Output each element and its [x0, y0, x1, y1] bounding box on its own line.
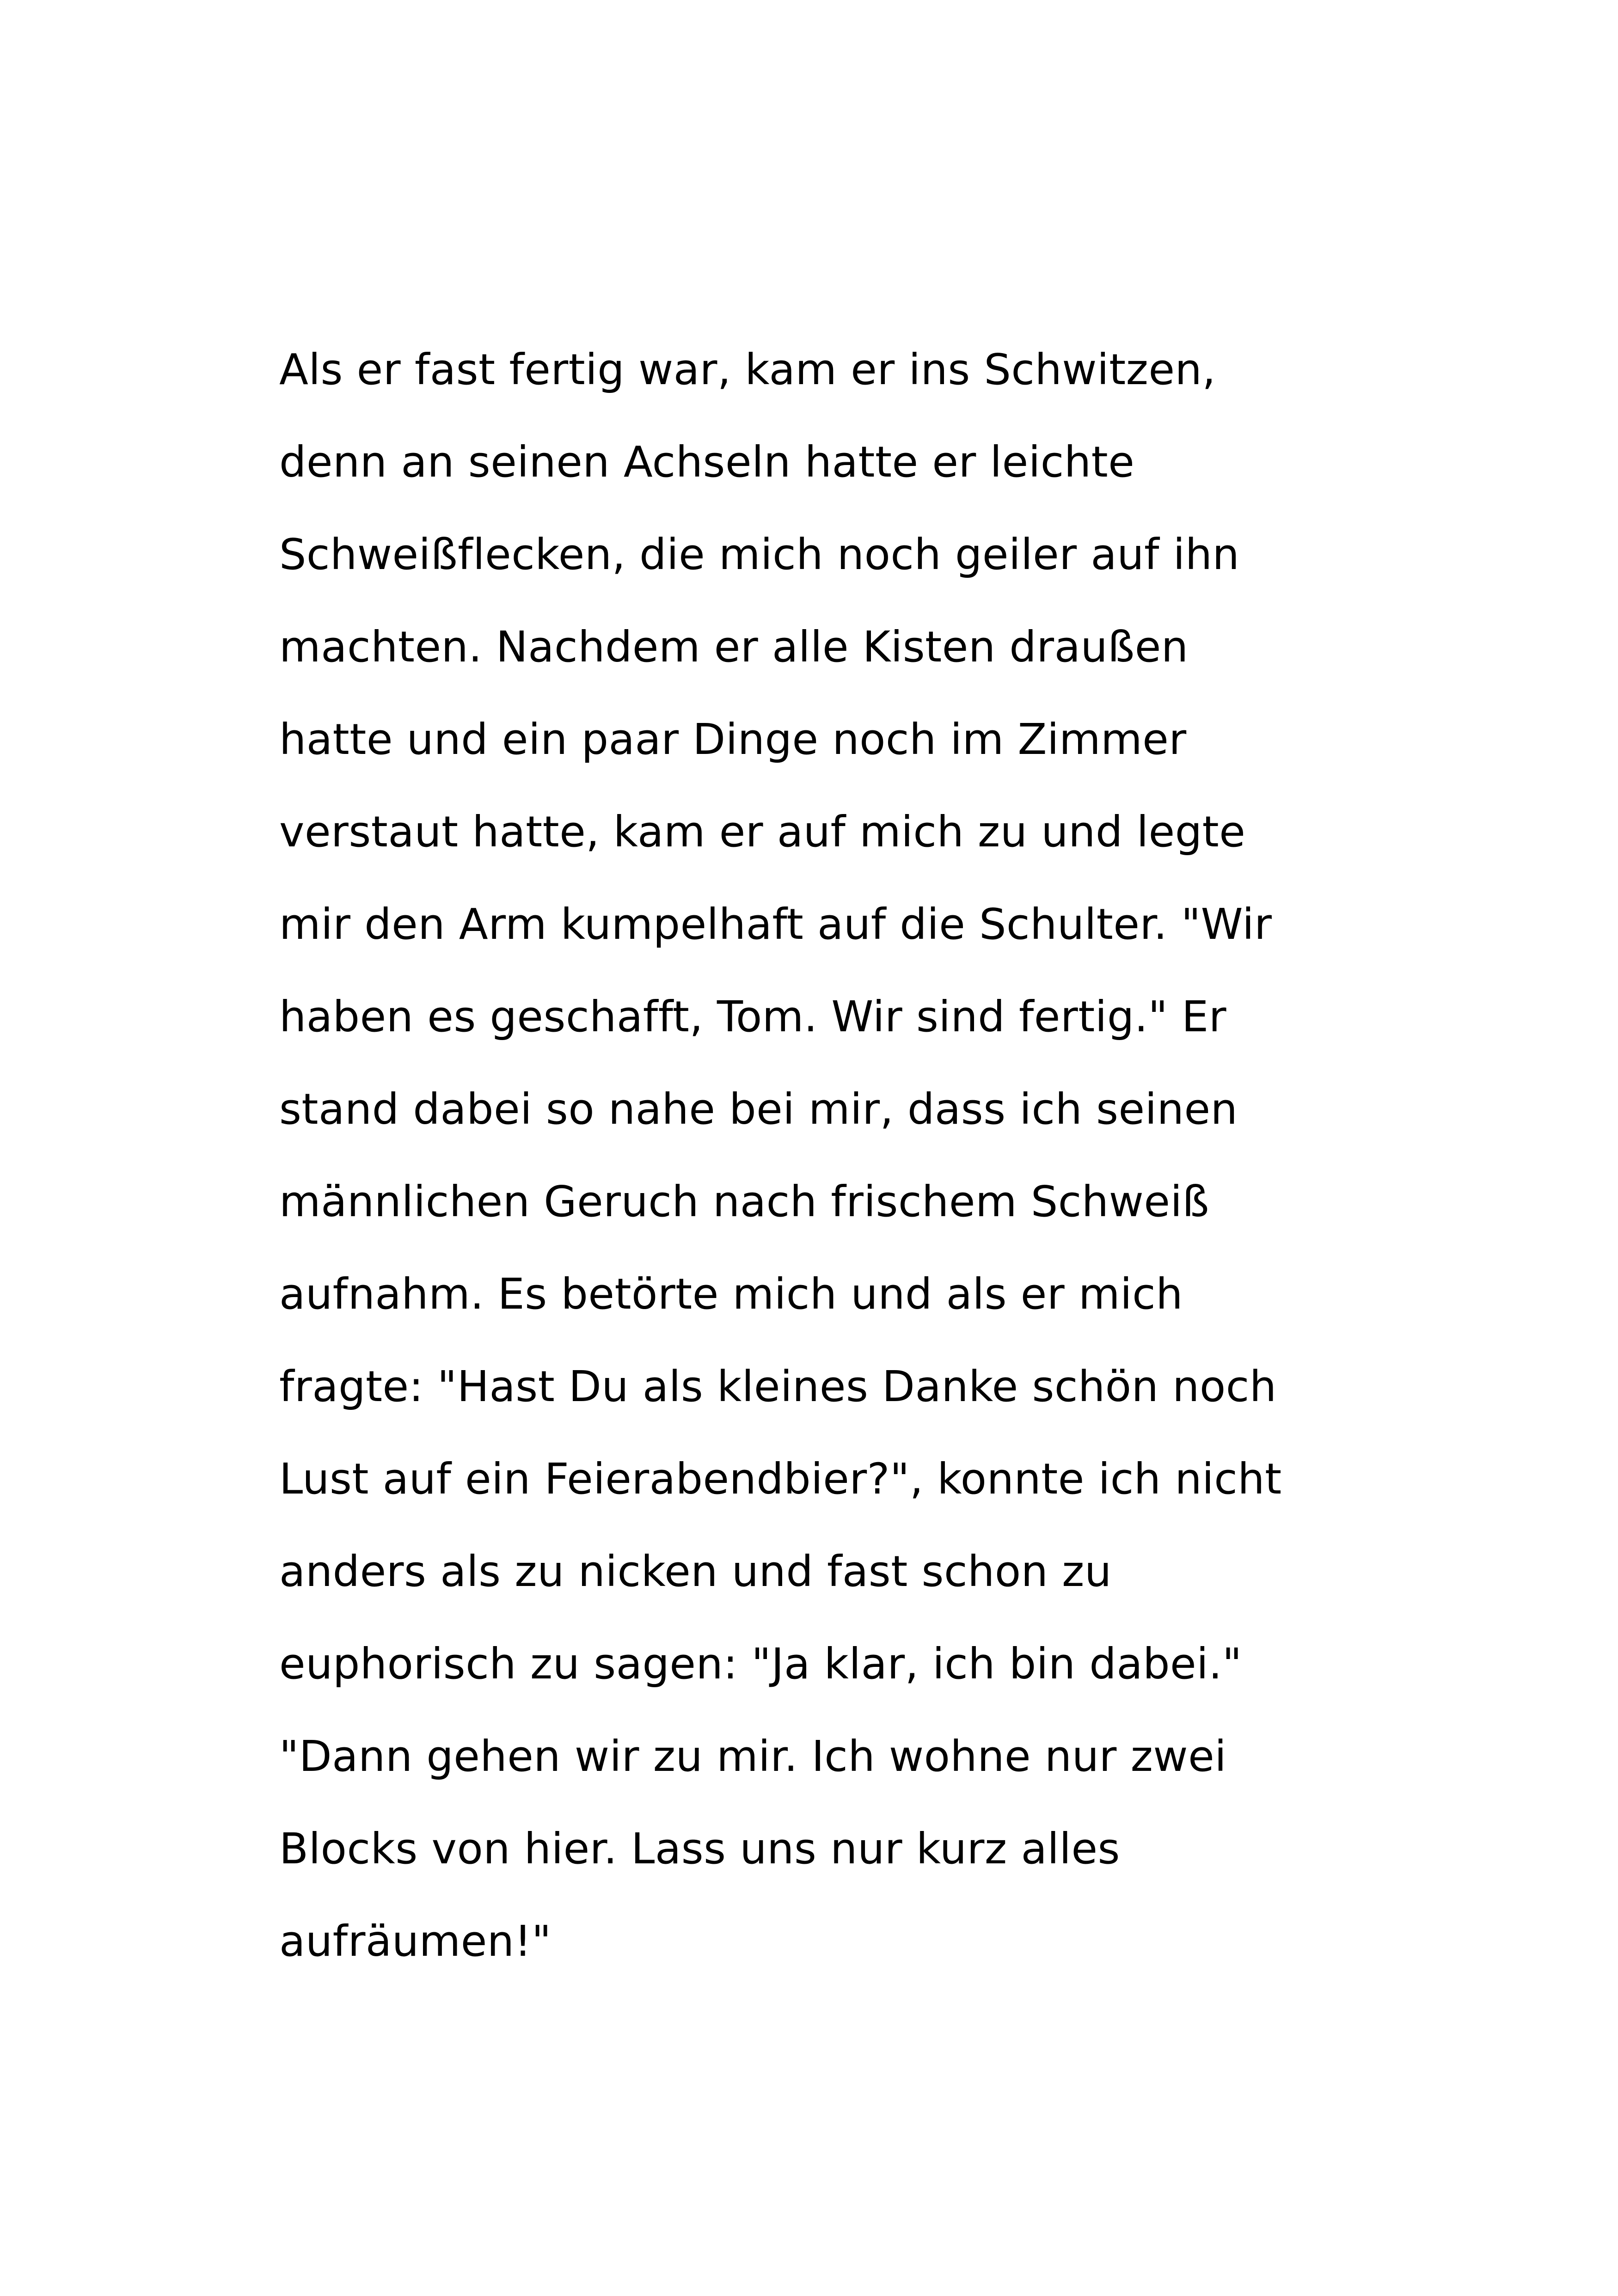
text-line: Schweißflecken, die mich noch geiler auf ihn [279, 530, 1240, 579]
text-line: Blocks von hier. Lass uns nur kurz alles [279, 1824, 1120, 1874]
text-line: Als er fast fertig war, kam er ins Schwitzen, [279, 345, 1216, 394]
text-line: haben es geschafft, Tom. Wir sind fertig." Er [279, 992, 1227, 1041]
text-line: machten. Nachdem er alle Kisten draußen [279, 622, 1189, 672]
text-line: verstaut hatte, kam er auf mich zu und legte [279, 807, 1246, 857]
text-line: hatte und ein paar Dinge noch im Zimmer [279, 715, 1187, 764]
text-line: euphorisch zu sagen: "Ja klar, ich bin dabei." [279, 1639, 1242, 1689]
text-line: anders als zu nicken und fast schon zu [279, 1547, 1112, 1596]
text-line: denn an seinen Achseln hatte er leichte [279, 437, 1135, 487]
text-line: aufräumen!" [279, 1916, 552, 1966]
text-line: mir den Arm kumpelhaft auf die Schulter. "Wir [279, 900, 1272, 949]
text-line: "Dann gehen wir zu mir. Ich wohne nur zwei [279, 1732, 1227, 1781]
text-line: aufnahm. Es betörte mich und als er mich [279, 1269, 1183, 1319]
story-text-block [279, 324, 1481, 1988]
text-line: Lust auf ein Feierabendbier?", konnte ich nicht [279, 1454, 1282, 1504]
text-line: stand dabei so nahe bei mir, dass ich seinen [279, 1084, 1238, 1134]
text-line: männlichen Geruch nach frischem Schweiß [279, 1177, 1209, 1226]
text-line: fragte: "Hast Du als kleines Danke schön noch [279, 1362, 1277, 1411]
